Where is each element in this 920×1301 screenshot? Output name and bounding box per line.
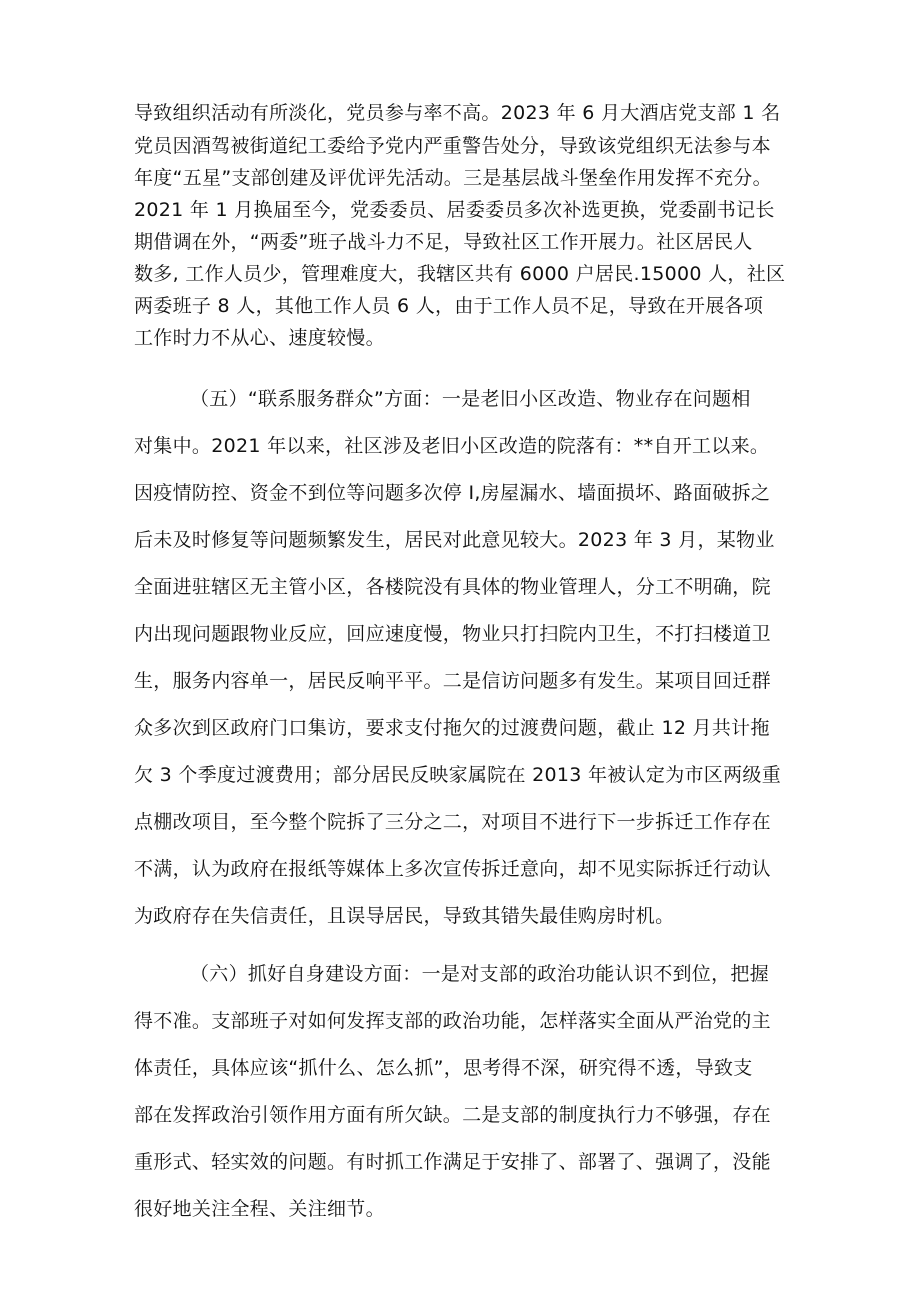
text-line: 党员因酒驾被街道纪工委给予党内严重警告处分，导致该党组织无法参与本 xyxy=(134,135,771,157)
text-line: 部在发挥政治引领作用方面有所欠缺。二是支部的制度执行力不够强，存在 xyxy=(134,1104,771,1126)
text-line: 内出现问题跟物业反应，回应速度慢，物业只打扫院内卫生，不打扫楼道卫 xyxy=(134,623,771,645)
text-line: 点棚改项目，至今整个院拆了三分之二，对项目不进行下一步拆迁工作存在 xyxy=(134,811,771,833)
text-line: 重形式、轻实效的问题。有时抓工作满足于安排了、部署了、强调了，没能 xyxy=(134,1151,771,1173)
text-line: 工作时力不从心、速度较慢。 xyxy=(134,327,385,349)
text-line: 因疫情防控、资金不到位等问题多次停 I,房屋漏水、墙面损坏、路面破拆之 xyxy=(134,482,771,504)
text-line: 对集中。2021 年以来，社区涉及老旧小区改造的院落有：**自开工以来。 xyxy=(134,435,770,457)
text-line: 生，服务内容单一，居民反响平平。二是信访问题多有发生。某项目回迁群 xyxy=(134,670,771,692)
text-line: 后未及时修复等问题频繁发生，居民对此意见较大。2023 年 3 月，某物业 xyxy=(134,529,775,551)
text-line: 两委班子 8 人，其他工作人员 6 人，由于工作人员不足，导致在开展各项 xyxy=(134,295,764,317)
text-line: 为政府存在失信责任，且误导居民，导致其错失最佳购房时机。 xyxy=(134,905,675,927)
text-line: 数多, 工作人员少，管理难度大，我辖区共有 6000 户居民.15000 人，社区 xyxy=(134,263,786,285)
section-six-first-line: （六）抓好自身建设方面：一是对支部的政治功能认识不到位，把握 xyxy=(190,963,770,985)
text-line: 全面进驻辖区无主管小区，各楼院没有具体的物业管理人，分工不明确，院 xyxy=(134,576,771,598)
text-line: 欠 3 个季度过渡费用；部分居民反映家属院在 2013 年被认定为市区两级重 xyxy=(134,764,782,786)
text-line: 众多次到区政府门口集访，要求支付拖欠的过渡费问题，截止 12 月共计拖 xyxy=(134,717,770,739)
text-line: 得不准。支部班子对如何发挥支部的政治功能，怎样落实全面从严治党的主 xyxy=(134,1010,771,1032)
text-line: 体责任，具体应该“抓什么、怎么抓”，思考得不深，研究得不透，导致支 xyxy=(134,1057,753,1079)
text-line: 导致组织活动有所淡化，党员参与率不高。2023 年 6 月大酒店党支部 1 名 xyxy=(134,102,781,124)
text-line: 很好地关注全程、关注细节。 xyxy=(134,1198,385,1220)
section-five-first-line: （五）“联系服务群众”方面：一是老旧小区改造、物业存在问题相 xyxy=(190,388,751,410)
text-line: 年度“五星”支部创建及评优评先活动。三是基层战斗堡垒作用发挥不充分。 xyxy=(134,167,772,189)
text-line: 期借调在外，“两委”班子战斗力不足，导致社区工作开展力。社区居民人 xyxy=(134,231,753,253)
text-line: 2021 年 1 月换届至今，党委委员、居委委员多次补选更换，党委副书记长 xyxy=(134,199,775,221)
text-line: 不满，认为政府在报纸等媒体上多次宣传拆迁意向，却不见实际拆迁行动认 xyxy=(134,858,771,880)
